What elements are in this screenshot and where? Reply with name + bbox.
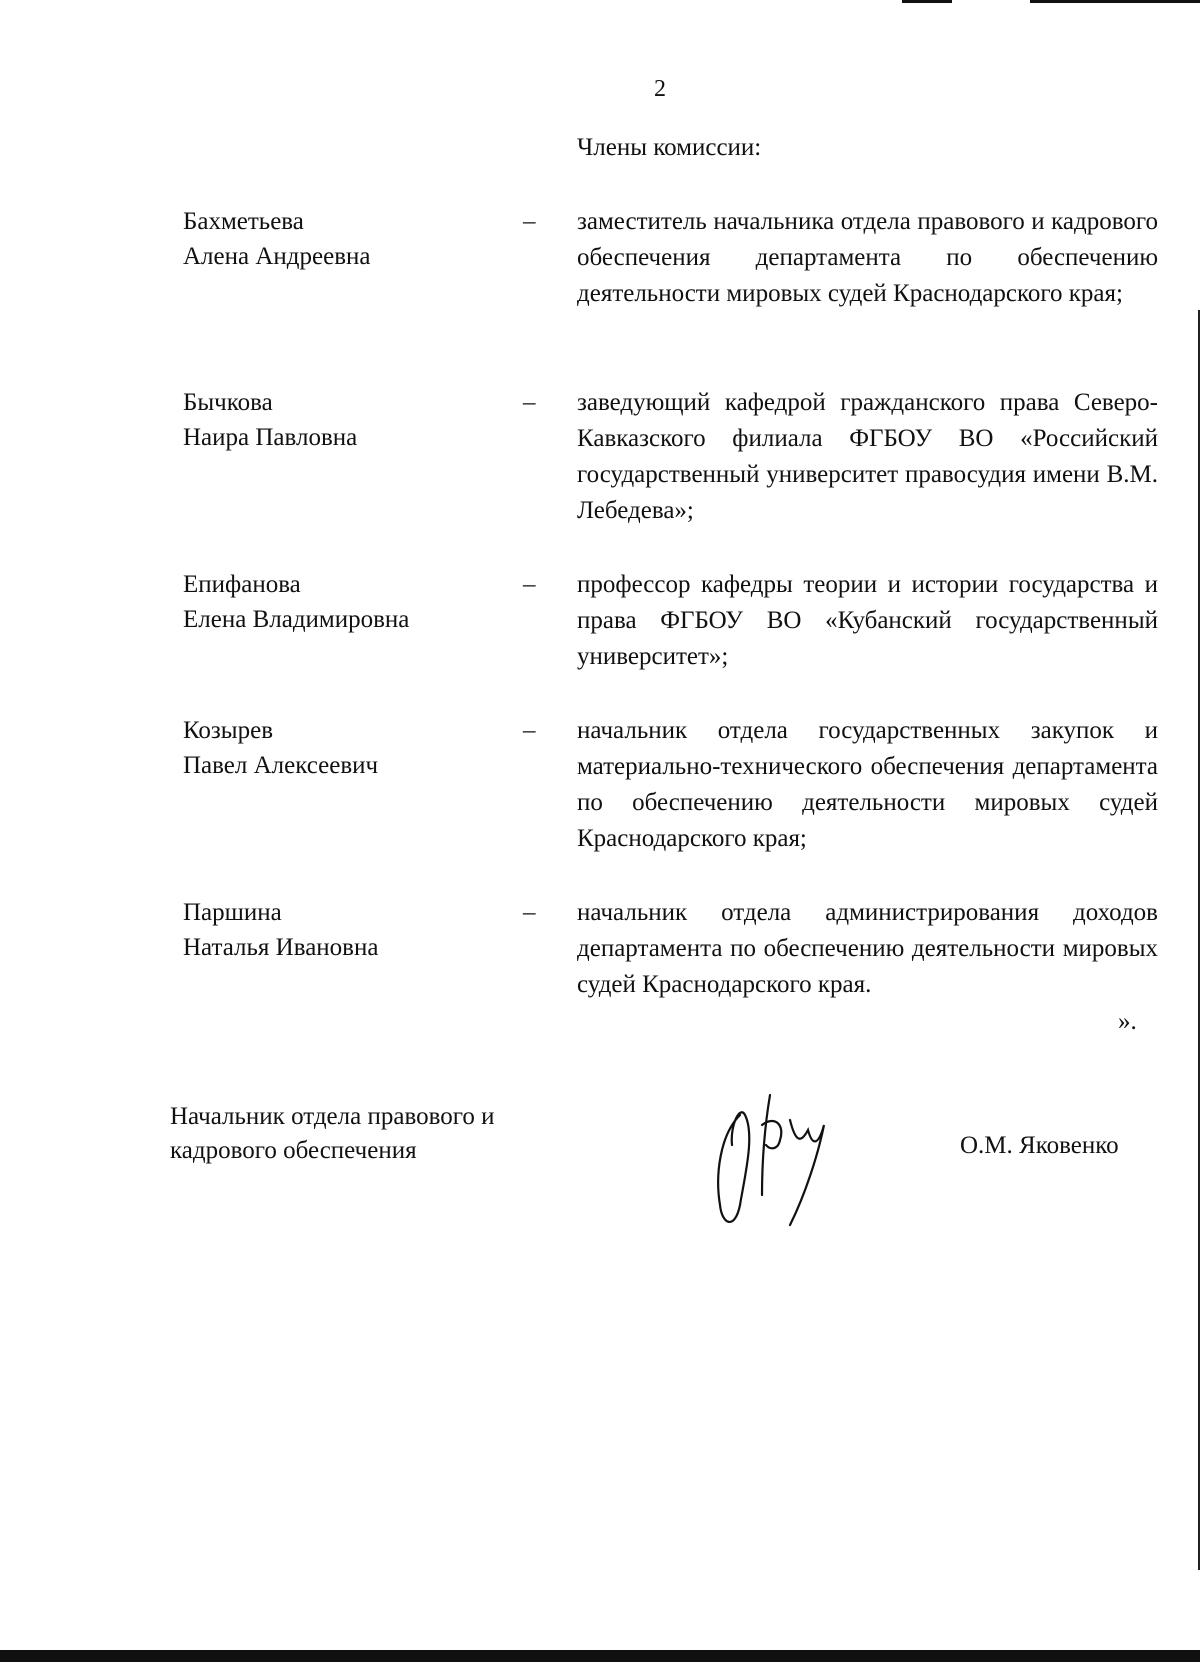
handwritten-signature <box>700 1085 860 1245</box>
member-dash: – <box>523 208 536 235</box>
page-number: 2 <box>654 76 666 102</box>
member-given-names: Наталья Ивановна <box>183 934 379 961</box>
member-given-names: Алена Андреевна <box>183 243 371 270</box>
member-given-names: Наира Павловна <box>183 424 358 451</box>
member-given-names: Павел Алексеевич <box>183 752 379 779</box>
members-heading: Члены комиссии: <box>577 134 762 161</box>
member-name <box>183 895 503 965</box>
member-given-names: Елена Владимировна <box>183 606 410 633</box>
member-name <box>183 385 503 455</box>
member-dash: – <box>523 571 536 598</box>
scan-artifact-bottom-band <box>0 1650 1200 1662</box>
member-dash: – <box>523 899 536 926</box>
scan-artifact-top-dash <box>902 0 952 3</box>
closing-quote: ». <box>1118 1008 1137 1035</box>
member-name <box>183 204 503 274</box>
member-name <box>183 567 503 637</box>
signer-title <box>170 1100 494 1168</box>
member-dash: – <box>523 717 536 744</box>
signer-title-line: Начальник отдела правового и <box>170 1103 495 1130</box>
member-role: заведующий кафедрой гражданского права Северо-Кавказского филиала ФГБОУ ВО «Российский государственный университет правосудия имени В.М. Лебедева»; <box>577 389 1158 524</box>
scan-artifact-top-line <box>1030 0 1200 3</box>
member-surname: Епифанова <box>183 571 301 598</box>
member-role: заместитель начальника отдела правового и кадрового обеспечения департамента по обеспечению деятельности мировых судей Краснодарского края; <box>577 208 1158 307</box>
member-name <box>183 713 503 783</box>
member-surname: Бычкова <box>183 389 273 416</box>
member-surname: Козырев <box>183 717 274 744</box>
member-surname: Бахметьева <box>183 208 304 235</box>
member-surname: Паршина <box>183 899 282 926</box>
member-role: начальник отдела администрирования доходов департамента по обеспечению деятельности мировых судей Краснодарского края. <box>577 899 1158 998</box>
member-role: профессор кафедры теории и истории государства и права ФГБОУ ВО «Кубанский государственный университет»; <box>577 571 1158 670</box>
signer-name: О.М. Яковенко <box>960 1132 1119 1159</box>
signer-title-line: кадрового обеспечения <box>170 1137 417 1164</box>
member-role: начальник отдела государственных закупок и материально-технического обеспечения департамента по обеспечению деятельности мировых судей Краснодарского края; <box>577 717 1158 852</box>
member-dash: – <box>523 389 536 416</box>
